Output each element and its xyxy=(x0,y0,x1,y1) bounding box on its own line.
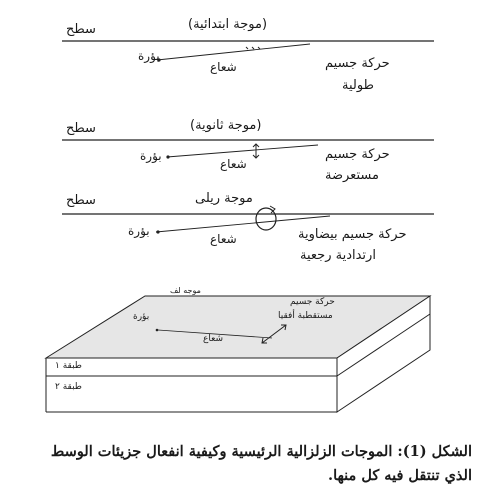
particle-motion-label: حركة جسيم xyxy=(325,56,390,71)
wave-label: (موجة ثانوية) xyxy=(190,118,262,133)
particle-motion-label: حركة جسيم xyxy=(325,147,390,162)
particle-motion-type: مستعرضة xyxy=(325,168,379,183)
surface-label: سطح xyxy=(66,121,96,136)
focus-label: بؤرة xyxy=(133,312,150,322)
ray-label: شعاع xyxy=(210,232,237,246)
wave-label: موجة ريلى xyxy=(195,191,253,206)
surface-label: سطح xyxy=(66,22,96,37)
particle-motion-type: مستقطبة أفقيا xyxy=(278,311,333,321)
ray-label: شعاع xyxy=(203,334,223,344)
focus-point xyxy=(166,155,169,158)
block-front-face xyxy=(46,358,337,412)
ray-line xyxy=(157,44,310,60)
layer-label: طبقة ٢ xyxy=(55,382,82,392)
ray-label: شعاع xyxy=(210,60,237,74)
wave-label: موجه لف xyxy=(170,286,201,295)
focus-point xyxy=(156,329,159,332)
wave-label: (موجة ابتدائية) xyxy=(188,17,268,32)
compression-marks xyxy=(246,47,260,49)
particle-motion-label: حركة جسيم بيضاوية xyxy=(298,227,407,242)
particle-motion-type: طولية xyxy=(342,78,374,93)
transverse-arrow xyxy=(253,144,259,158)
surface-label: سطح xyxy=(66,193,96,208)
caption-line-1: الشكل (1): الموجات الزلزالية الرئيسية وكيفية انفعال جزيئات الوسط xyxy=(50,443,472,460)
figure-caption xyxy=(8,440,472,488)
ray-line xyxy=(167,145,318,157)
ray-label: شعاع xyxy=(220,157,247,171)
focus-label: بؤرة xyxy=(128,224,150,238)
particle-motion-type: ارتدادية رجعية xyxy=(300,248,376,263)
focus-label: بؤرة xyxy=(140,149,162,163)
focus-label: بؤرة xyxy=(138,49,160,63)
caption-line-2: الذي تنتقل فيه كل منها. xyxy=(328,467,472,484)
particle-motion-label: حركة جسيم xyxy=(290,297,335,307)
focus-point xyxy=(156,230,159,233)
layer-label: طبقة ١ xyxy=(55,361,82,371)
